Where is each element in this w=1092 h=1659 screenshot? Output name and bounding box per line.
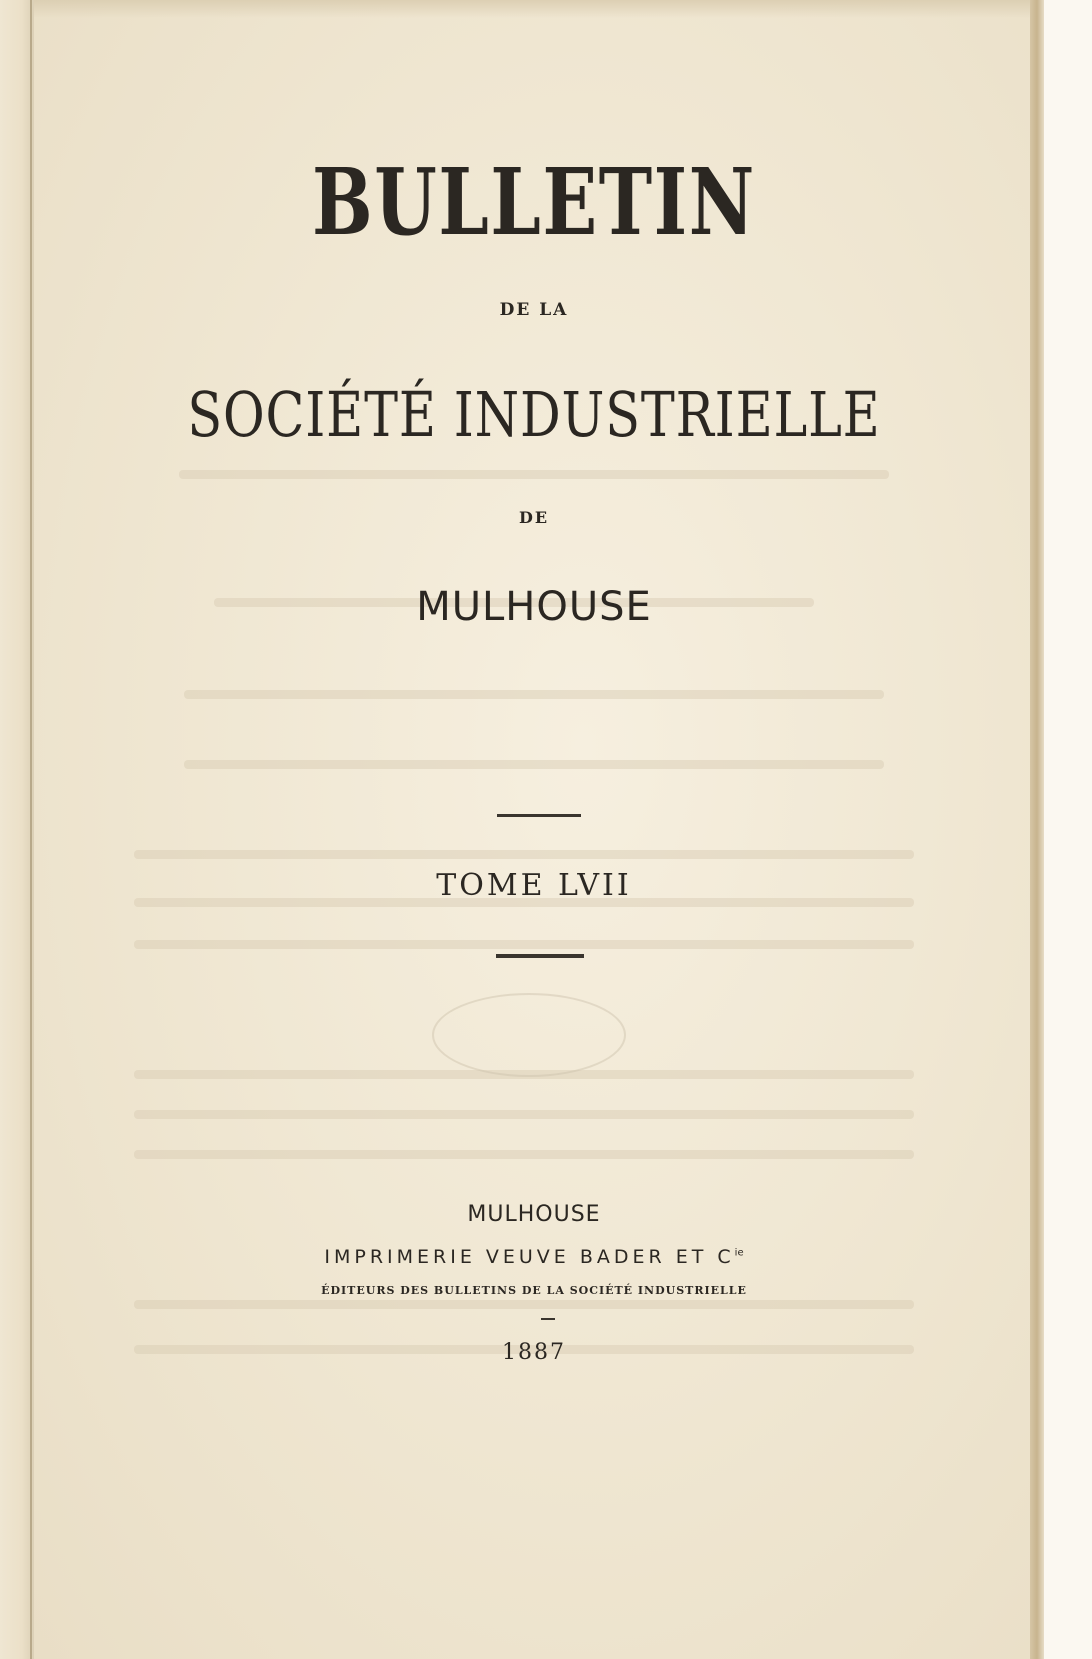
bleed-through-line xyxy=(134,940,914,949)
printer-line xyxy=(34,1246,1034,1268)
right-page-edge xyxy=(1030,0,1044,1659)
bleed-through-line xyxy=(184,690,884,699)
title-bulletin: BULLETIN xyxy=(312,148,756,256)
page-top-shadow xyxy=(34,0,1034,18)
bleed-through-line xyxy=(179,470,889,479)
bleed-through-line xyxy=(134,1110,914,1119)
divider-rule xyxy=(496,954,584,958)
scan-background xyxy=(1044,0,1092,1659)
title-de: DE xyxy=(518,508,550,527)
bleed-through-line xyxy=(184,760,884,769)
publication-year: 1887 xyxy=(502,1340,566,1365)
imprint-city: MULHOUSE xyxy=(467,1202,601,1227)
bleed-through-line xyxy=(134,1300,914,1309)
bleed-through-stamp xyxy=(432,993,626,1077)
volume-label: TOME LVII xyxy=(436,868,632,903)
title-page xyxy=(34,0,1034,1659)
title-societe-industrielle: SOCIÉTÉ INDUSTRIELLE xyxy=(187,378,881,451)
left-page-gutter-line xyxy=(30,0,32,1659)
publishers-line: ÉDITEURS DES BULLETINS DE LA SOCIÉTÉ INDUSTRIELLE xyxy=(321,1284,747,1297)
bleed-through-line xyxy=(134,1150,914,1159)
small-dash-ornament xyxy=(541,1318,555,1320)
title-city: MULHOUSE xyxy=(416,584,652,630)
bleed-through-line xyxy=(134,850,914,859)
title-de-la: DE LA xyxy=(499,300,569,320)
printer-name: IMPRIMERIE VEUVE BADER ET C xyxy=(324,1246,735,1268)
divider-rule xyxy=(497,814,581,817)
printer-suffix: ie xyxy=(734,1247,744,1259)
